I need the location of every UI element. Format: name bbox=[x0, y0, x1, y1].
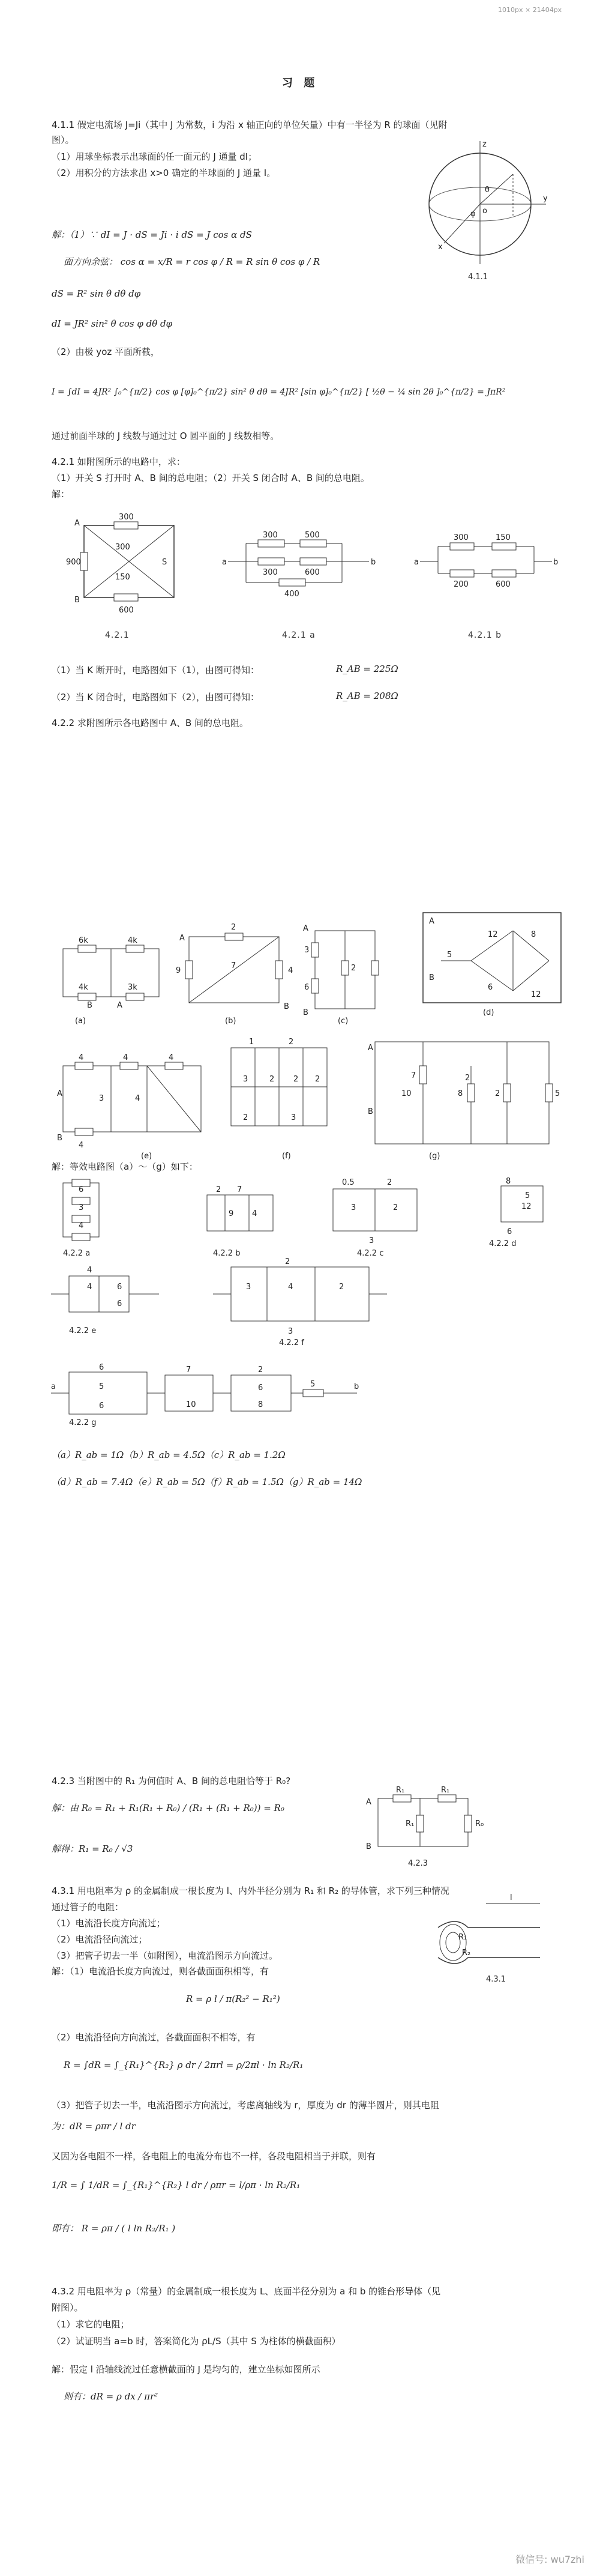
svg-text:A: A bbox=[117, 1001, 122, 1010]
r-300-diag: 300 bbox=[115, 543, 130, 552]
svg-text:6: 6 bbox=[99, 1363, 104, 1372]
result-4-2-1-1-value: R_AB = 225Ω bbox=[336, 664, 398, 674]
sphere-figure bbox=[420, 138, 552, 294]
svg-text:4: 4 bbox=[135, 1094, 140, 1103]
svg-text:3: 3 bbox=[369, 1236, 374, 1245]
svg-text:o: o bbox=[482, 207, 487, 216]
fig-caption-4-2-3: 4.2.3 bbox=[408, 1859, 428, 1868]
svg-text:7: 7 bbox=[237, 1185, 242, 1194]
svg-text:B: B bbox=[284, 1002, 289, 1011]
svg-text:θ: θ bbox=[485, 186, 490, 195]
r-900: 900 bbox=[66, 558, 81, 567]
svg-text:3: 3 bbox=[79, 1203, 84, 1212]
switch-s: S bbox=[162, 558, 167, 567]
svg-text:2: 2 bbox=[269, 1075, 275, 1084]
eq-cap-e: 4.2.2 e bbox=[69, 1326, 97, 1335]
svg-text:b: b bbox=[354, 1382, 359, 1391]
svg-text:6: 6 bbox=[488, 983, 493, 992]
svg-text:7: 7 bbox=[231, 961, 236, 970]
sol-4-3-1-a1-eq: R = ρ l / π(R₂² − R₁²) bbox=[186, 1994, 280, 2004]
svg-text:3k: 3k bbox=[128, 983, 137, 992]
svg-text:6: 6 bbox=[99, 1401, 104, 1410]
tube-r2: R₂ bbox=[462, 1949, 471, 1958]
fig-cap-a: (a) bbox=[75, 1017, 86, 1026]
problem-4-3-1-q2: （2）电流沿径向流过； bbox=[52, 1934, 148, 1945]
sol-4-3-1-a3b: 为：dR = ρπr / l dr bbox=[52, 2121, 136, 2132]
svg-text:2: 2 bbox=[393, 1203, 398, 1212]
fig-cap-f: (f) bbox=[282, 1152, 291, 1161]
nbb: b bbox=[553, 558, 559, 567]
ra-600: 600 bbox=[305, 568, 320, 577]
svg-text:6: 6 bbox=[117, 1283, 122, 1292]
svg-text:4: 4 bbox=[79, 1221, 84, 1230]
fig-cap-g: (g) bbox=[429, 1152, 440, 1161]
svg-text:2: 2 bbox=[339, 1283, 344, 1292]
problem-4-2-3-head: 4.2.3 当附图中的 R₁ 为何值时 A、B 间的总电阻恰等于 R₀? bbox=[52, 1776, 291, 1786]
ra-500: 500 bbox=[305, 531, 320, 540]
svg-text:2: 2 bbox=[243, 1113, 248, 1122]
svg-text:3: 3 bbox=[291, 1113, 296, 1122]
na: a bbox=[222, 558, 227, 567]
svg-text:2: 2 bbox=[231, 923, 236, 932]
sol-4-2-2-intro: 解：等效电路图（a）～（g）如下： bbox=[52, 1161, 198, 1172]
sol-4-1-1-line4: dI = JR² sin² θ cos φ dθ dφ bbox=[52, 318, 173, 329]
nba: a bbox=[414, 558, 419, 567]
fig-caption-4-3-1: 4.3.1 bbox=[486, 1975, 506, 1984]
svg-text:2: 2 bbox=[293, 1075, 299, 1084]
result-4-2-1-2: （2）当 K 闭合时，电路图如下（2），由图可得知： bbox=[52, 692, 259, 703]
svg-text:A: A bbox=[303, 924, 308, 933]
svg-text:4k: 4k bbox=[79, 983, 88, 992]
svg-text:2: 2 bbox=[495, 1089, 500, 1098]
problem-4-3-2-head-cont: 附图）。 bbox=[52, 2302, 83, 2313]
tube-r1: R₁ bbox=[458, 1933, 467, 1942]
ra-300b: 300 bbox=[263, 568, 278, 577]
svg-text:4: 4 bbox=[87, 1266, 92, 1275]
svg-text:8: 8 bbox=[506, 1177, 511, 1186]
sol-4-2-3-line2: 解得：R₁ = R₀ / √3 bbox=[52, 1843, 133, 1854]
eq-cap-a: 4.2.2 a bbox=[63, 1249, 91, 1258]
equiv-4-2-2-row1 bbox=[51, 1174, 567, 1258]
eq-cap-d: 4.2.2 d bbox=[489, 1239, 517, 1248]
svg-text:3: 3 bbox=[351, 1203, 356, 1212]
svg-text:5: 5 bbox=[310, 1380, 316, 1389]
sol-4-1-1-line3: dS = R² sin θ dθ dφ bbox=[52, 288, 141, 299]
svg-text:B: B bbox=[87, 1001, 92, 1010]
svg-text:2: 2 bbox=[216, 1185, 221, 1194]
svg-text:2: 2 bbox=[351, 964, 356, 973]
problem-4-2-1-jie: 解： bbox=[52, 489, 70, 500]
svg-text:4: 4 bbox=[288, 966, 293, 975]
problem-4-1-1-q1: （1）用球坐标表示出球面的任一面元的 J 通量 dI； bbox=[52, 151, 257, 162]
svg-text:A: A bbox=[57, 1089, 62, 1098]
problem-4-2-1-question: （1）开关 S 打开时 A、B 间的总电阻；（2）开关 S 闭合时 A、B 间的总电阻。 bbox=[52, 473, 370, 483]
problem-4-2-1-head: 4.2.1 如附图所示的电路中，求： bbox=[52, 456, 185, 467]
problem-4-3-2-q1: （1）求它的电阻； bbox=[52, 2319, 130, 2330]
svg-text:8: 8 bbox=[258, 1400, 263, 1409]
circuit-4-2-1-a bbox=[222, 531, 378, 603]
eq-cap-c: 4.2.2 c bbox=[357, 1249, 384, 1258]
circuit-4-2-1 bbox=[66, 513, 198, 627]
svg-text:4: 4 bbox=[252, 1209, 257, 1218]
svg-text:5: 5 bbox=[525, 1191, 530, 1200]
r-300-top: 300 bbox=[119, 513, 134, 522]
svg-text:5: 5 bbox=[555, 1089, 560, 1098]
wechat-watermark: 微信号: wu7zhi bbox=[515, 2554, 584, 2565]
eq-cap-f: 4.2.2 f bbox=[279, 1338, 304, 1347]
result-4-2-1-1: （1）当 K 断开时，电路图如下（1），由图可得知： bbox=[52, 665, 259, 676]
svg-text:4k: 4k bbox=[128, 936, 137, 945]
page-title: 习 题 bbox=[282, 77, 319, 89]
sol-4-3-1-a4-eq: 1/R = ∫ 1/dR = ∫_{R₁}^{R₂} l dr / ρπr = l/ρπ · ln R₂/R₁ bbox=[52, 2180, 301, 2191]
sol-4-3-1-a3: （3）把管子切去一半，电流沿图示方向流过，考虑离轴线为 r，厚度为 dr 的薄半圆片，则其电阻 bbox=[52, 2100, 439, 2111]
rb-600: 600 bbox=[496, 580, 511, 589]
svg-text:2: 2 bbox=[387, 1178, 392, 1187]
svg-text:3: 3 bbox=[243, 1075, 248, 1084]
problem-4-1-1-head: 4.1.1 假定电流场 J=Ji（其中 J 为常数，i 为沿 x 轴正向的单位矢量）中有一半径为 R 的球面（见附 bbox=[52, 119, 448, 130]
svg-text:A: A bbox=[368, 1044, 373, 1053]
problem-4-1-1-head-cont: 图）。 bbox=[52, 135, 74, 145]
svg-text:B: B bbox=[368, 1107, 373, 1116]
circuits-4-2-2-row1 bbox=[51, 913, 567, 1027]
tube-l: l bbox=[510, 1893, 512, 1902]
problem-4-3-1-q3: （3）把管子切去一半（如附图），电流沿图示方向流过。 bbox=[52, 1950, 278, 1961]
sol-4-1-1-line7: 通过前面半球的 J 线数与通过过 O 圆平面的 J 线数相等。 bbox=[52, 431, 280, 441]
svg-text:2: 2 bbox=[465, 1074, 470, 1083]
r423-r1c: R₁ bbox=[406, 1819, 415, 1828]
svg-text:4: 4 bbox=[79, 1053, 84, 1062]
problem-4-3-2-q2: （2）试证明当 a=b 时，答案简化为 ρL/S（其中 S 为柱体的横截面积） bbox=[52, 2336, 341, 2347]
svg-text:2: 2 bbox=[315, 1075, 320, 1084]
fig-cap-c: (c) bbox=[338, 1017, 349, 1026]
fig-cap-b: (b) bbox=[225, 1017, 236, 1026]
circuits-4-2-2-row2 bbox=[51, 1030, 567, 1162]
fig-cap-e: (e) bbox=[141, 1152, 152, 1161]
r423-B: B bbox=[366, 1842, 371, 1851]
svg-text:5: 5 bbox=[99, 1382, 104, 1391]
r-600: 600 bbox=[119, 606, 134, 615]
svg-text:A: A bbox=[179, 934, 185, 943]
svg-text:4: 4 bbox=[288, 1283, 293, 1292]
svg-text:B: B bbox=[57, 1134, 62, 1143]
svg-text:6: 6 bbox=[79, 1185, 84, 1194]
r423-A: A bbox=[366, 1798, 371, 1807]
svg-text:2: 2 bbox=[285, 1257, 290, 1266]
svg-text:0.5: 0.5 bbox=[342, 1178, 355, 1187]
svg-text:1: 1 bbox=[249, 1038, 254, 1047]
node-b: B bbox=[74, 596, 80, 605]
sol-4-1-1-line2: 面方向余弦： cos α = x/R = r cos φ / R = R sin θ cos φ / R bbox=[64, 256, 320, 267]
rb-150: 150 bbox=[496, 533, 511, 542]
svg-text:y: y bbox=[543, 194, 548, 203]
svg-text:4: 4 bbox=[123, 1053, 128, 1062]
sol-4-1-1-line1: 解：（1）∵ dI = J · dS = Ji · i dS = J cos α dS bbox=[52, 229, 252, 240]
svg-text:12: 12 bbox=[521, 1202, 532, 1211]
svg-text:2: 2 bbox=[258, 1365, 263, 1374]
ra-300: 300 bbox=[263, 531, 278, 540]
fig-caption-4-1-1: 4.1.1 bbox=[468, 273, 488, 282]
sol-4-3-1-a4: 又因为各电阻不一样，各电阻上的电流分布也不一样，各段电阻相当于并联，则有 bbox=[52, 2151, 376, 2162]
svg-text:3: 3 bbox=[288, 1327, 293, 1336]
svg-text:2: 2 bbox=[289, 1038, 294, 1047]
r423-r0: R₀ bbox=[475, 1819, 484, 1828]
caption-4-2-1: 4.2.1 bbox=[105, 630, 130, 640]
svg-text:8: 8 bbox=[458, 1089, 463, 1098]
r423-r1a: R₁ bbox=[396, 1786, 405, 1795]
ra-400: 400 bbox=[284, 590, 299, 599]
svg-text:3: 3 bbox=[99, 1094, 104, 1103]
equiv-4-2-2-g bbox=[51, 1360, 567, 1426]
page-meta: 1010px × 21404px bbox=[498, 6, 562, 14]
caption-4-2-1-a: 4.2.1 a bbox=[282, 630, 316, 640]
svg-text:6: 6 bbox=[258, 1383, 263, 1392]
circuit-4-2-3 bbox=[360, 1786, 492, 1870]
sol-4-3-2-a2: 则有：dR = ρ dx / πr² bbox=[64, 2391, 158, 2402]
sol-4-1-1-line6: I = ∫dI = 4JR² ∫₀^{π/2} cos φ [φ]₀^{π/2} sin² θ dθ = 4JR² [sin φ]₀^{π/2} [ ½θ − ¼ sin 2θ ]₀^{π/2} = JπR² bbox=[52, 387, 506, 397]
r-150: 150 bbox=[115, 573, 130, 582]
svg-text:3: 3 bbox=[304, 946, 310, 955]
svg-text:φ: φ bbox=[470, 210, 476, 219]
problem-4-2-2-head: 4.2.2 求附图所示各电路图中 A、B 间的总电阻。 bbox=[52, 718, 249, 728]
svg-text:4: 4 bbox=[169, 1053, 174, 1062]
svg-text:12: 12 bbox=[488, 930, 498, 939]
caption-4-2-1-b: 4.2.1 b bbox=[468, 630, 502, 640]
sol-4-3-1-a1: 解：（1）电流沿长度方向流过，则各截面面积相等，有 bbox=[52, 1966, 269, 1977]
rb-200: 200 bbox=[454, 580, 469, 589]
svg-text:7: 7 bbox=[186, 1365, 191, 1374]
svg-text:10: 10 bbox=[186, 1400, 196, 1409]
svg-text:6: 6 bbox=[117, 1299, 122, 1308]
svg-text:8: 8 bbox=[531, 930, 536, 939]
circuit-4-2-1-b bbox=[414, 531, 558, 603]
svg-text:4: 4 bbox=[87, 1283, 92, 1292]
rb-300: 300 bbox=[454, 533, 469, 542]
answers-4-2-2-line2: （d）R_ab = 7.4Ω（e）R_ab = 5Ω（f）R_ab = 1.5Ω（g）R_ab = 14Ω bbox=[52, 1477, 362, 1487]
tube-figure-4-3-1 bbox=[432, 1891, 552, 1988]
svg-text:10: 10 bbox=[401, 1089, 412, 1098]
sol-4-3-1-a2: （2）电流沿径向方向流过，各截面面积不相等，有 bbox=[52, 2032, 256, 2043]
svg-text:4: 4 bbox=[79, 1141, 84, 1150]
result-4-2-1-2-value: R_AB = 208Ω bbox=[336, 691, 398, 701]
answers-4-2-2-line1: （a）R_ab = 1Ω（b）R_ab = 4.5Ω（c）R_ab = 1.2Ω bbox=[52, 1450, 286, 1460]
problem-4-3-2-head: 4.3.2 用电阻率为 ρ（常量）的金属制成一根长度为 L、底面半径分别为 a 和 b 的锥台形导体（见 bbox=[52, 2286, 441, 2297]
svg-text:B: B bbox=[303, 1008, 308, 1017]
svg-text:12: 12 bbox=[531, 990, 541, 999]
svg-text:A: A bbox=[429, 917, 434, 926]
problem-4-3-1-q1: （1）电流沿长度方向流过； bbox=[52, 1918, 166, 1929]
svg-text:7: 7 bbox=[411, 1071, 416, 1080]
equiv-4-2-2-row2 bbox=[51, 1258, 567, 1348]
sol-4-3-1-a5: 即有： R = ρπ / ( l ln R₂/R₁ ) bbox=[52, 2223, 176, 2234]
problem-4-3-1-head-cont: 通过管子的电阻： bbox=[52, 1902, 124, 1912]
svg-text:6k: 6k bbox=[79, 936, 88, 945]
sol-4-1-1-line5: （2）由极 yoz 平面所截， bbox=[52, 346, 160, 357]
svg-text:6: 6 bbox=[304, 983, 310, 992]
svg-text:x: x bbox=[438, 243, 443, 252]
problem-4-1-1-q2: （2）用积分的方法求出 x>0 确定的半球面的 J 通量 I。 bbox=[52, 168, 276, 178]
svg-text:a: a bbox=[51, 1382, 56, 1391]
sol-4-3-2-a1: 解：假定 l 沿轴线流过任意横截面的 J 是均匀的，建立坐标如图所示 bbox=[52, 2364, 320, 2375]
sol-4-2-3-line1: 解：由 R₀ = R₁ + R₁(R₁ + R₀) / (R₁ + (R₁ + R₀)) = R₀ bbox=[52, 1803, 284, 1813]
svg-text:3: 3 bbox=[246, 1283, 251, 1292]
eq-cap-b: 4.2.2 b bbox=[213, 1249, 241, 1258]
svg-text:B: B bbox=[429, 973, 434, 982]
svg-text:6: 6 bbox=[507, 1227, 512, 1236]
r423-r1b: R₁ bbox=[441, 1786, 450, 1795]
eq-cap-g: 4.2.2 g bbox=[69, 1418, 97, 1427]
svg-text:z: z bbox=[482, 140, 487, 149]
svg-text:5: 5 bbox=[447, 951, 452, 960]
svg-text:9: 9 bbox=[229, 1209, 234, 1218]
svg-text:9: 9 bbox=[176, 966, 181, 975]
sol-4-3-1-a2-eq: R = ∫dR = ∫_{R₁}^{R₂} ρ dr / 2πrl = ρ/2πl · ln R₂/R₁ bbox=[64, 2060, 304, 2070]
fig-cap-d: (d) bbox=[483, 1008, 494, 1017]
node-a: A bbox=[74, 519, 80, 528]
problem-4-3-1-head: 4.3.1 用电阻率为 ρ 的金属制成一根长度为 l、内外半径分别为 R₁ 和 R₂ 的导体管，求下列三种情况 bbox=[52, 1885, 449, 1896]
nb: b bbox=[371, 558, 376, 567]
